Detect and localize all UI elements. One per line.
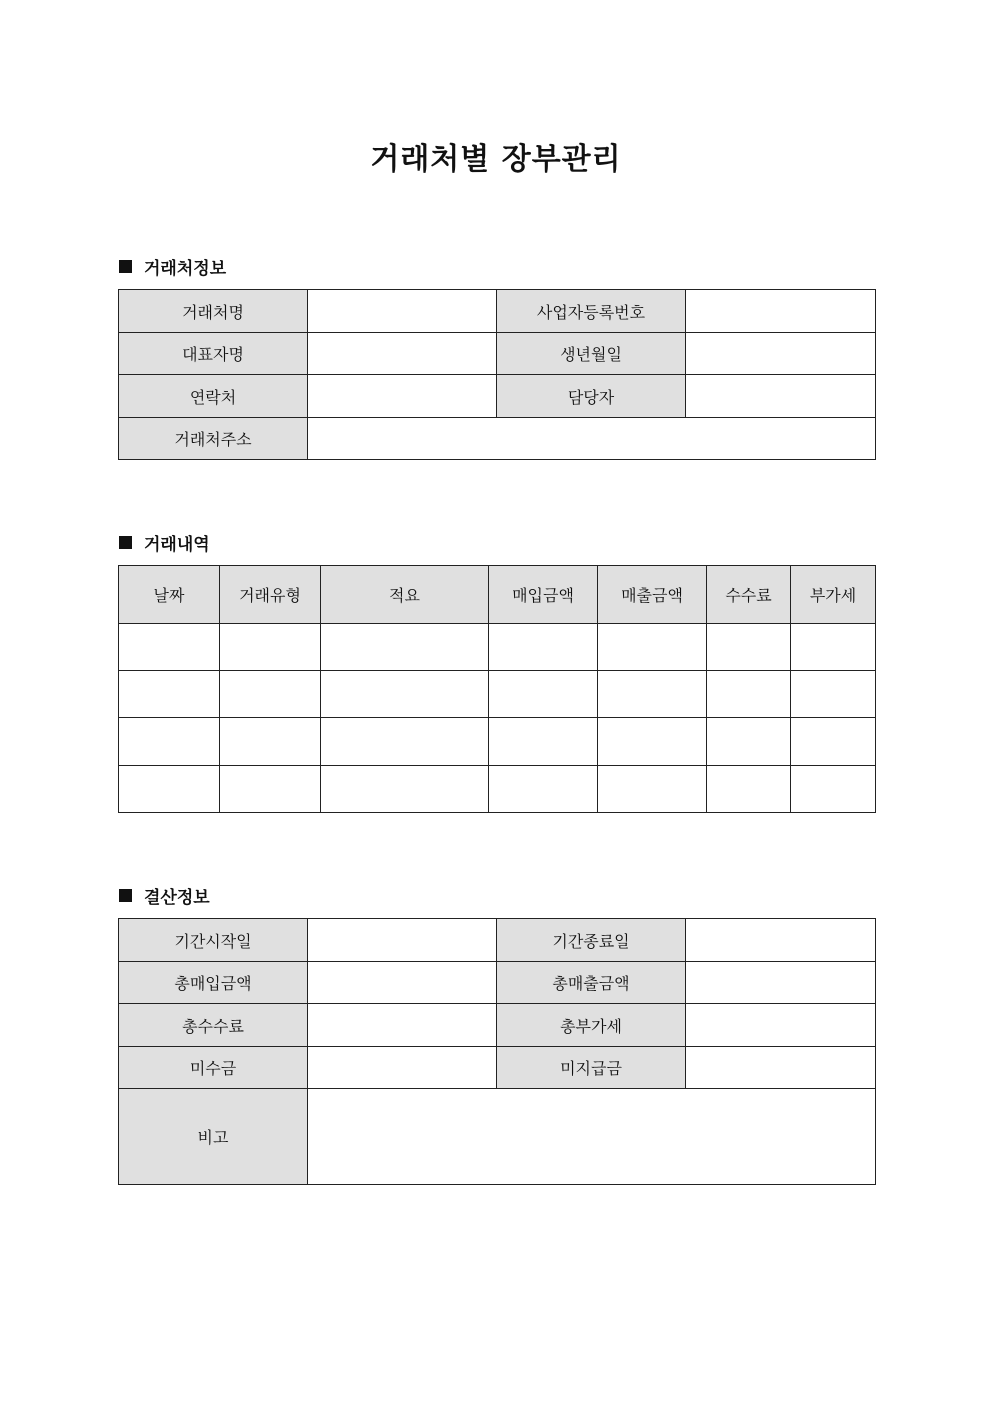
field-partner-address[interactable] <box>308 418 876 460</box>
label-contact: 연락처 <box>119 375 308 418</box>
cell-sales[interactable] <box>598 766 707 813</box>
column-header-date: 날짜 <box>119 566 220 624</box>
field-contact[interactable] <box>308 375 497 418</box>
table-row <box>119 333 876 375</box>
cell-vat[interactable] <box>791 766 876 813</box>
column-header-vat: 부가세 <box>791 566 876 624</box>
table-row <box>119 1089 876 1185</box>
field-period-end[interactable] <box>686 919 876 962</box>
field-total-sales[interactable] <box>686 962 876 1004</box>
cell-type[interactable] <box>220 624 321 671</box>
field-total-fee[interactable] <box>308 1004 497 1047</box>
cell-date[interactable] <box>119 624 220 671</box>
cell-vat[interactable] <box>791 718 876 766</box>
square-bullet-icon <box>119 889 132 902</box>
section-heading-text: 결산정보 <box>144 888 210 908</box>
cell-date[interactable] <box>119 671 220 718</box>
table-row <box>119 766 876 813</box>
label-payables: 미지급금 <box>497 1047 686 1089</box>
label-total-purchase: 총매입금액 <box>119 962 308 1004</box>
cell-summary[interactable] <box>321 718 489 766</box>
cell-sales[interactable] <box>598 718 707 766</box>
column-header-summary: 적요 <box>321 566 489 624</box>
settlement-table <box>118 918 876 1185</box>
cell-type[interactable] <box>220 766 321 813</box>
table-row <box>119 624 876 671</box>
page-title: 거래처별 장부관리 <box>370 142 622 177</box>
label-total-vat: 총부가세 <box>497 1004 686 1047</box>
field-manager[interactable] <box>686 375 876 418</box>
field-partner-name[interactable] <box>308 290 497 333</box>
label-business-number: 사업자등록번호 <box>497 290 686 333</box>
column-header-purchase: 매입금액 <box>489 566 598 624</box>
label-period-start: 기간시작일 <box>119 919 308 962</box>
label-total-sales: 총매출금액 <box>497 962 686 1004</box>
cell-summary[interactable] <box>321 766 489 813</box>
cell-fee[interactable] <box>707 671 791 718</box>
square-bullet-icon <box>119 536 132 549</box>
column-header-fee: 수수료 <box>707 566 791 624</box>
table-row <box>119 1047 876 1089</box>
table-row <box>119 375 876 418</box>
cell-type[interactable] <box>220 671 321 718</box>
partner-info-table <box>118 289 876 460</box>
field-total-vat[interactable] <box>686 1004 876 1047</box>
field-birthdate[interactable] <box>686 333 876 375</box>
cell-vat[interactable] <box>791 671 876 718</box>
label-representative: 대표자명 <box>119 333 308 375</box>
column-header-type: 거래유형 <box>220 566 321 624</box>
cell-fee[interactable] <box>707 766 791 813</box>
section-heading-settlement <box>119 883 210 908</box>
field-remarks[interactable] <box>308 1089 876 1185</box>
section-heading-transactions <box>119 530 210 555</box>
cell-sales[interactable] <box>598 671 707 718</box>
table-row <box>119 418 876 460</box>
field-period-start[interactable] <box>308 919 497 962</box>
cell-purchase[interactable] <box>489 624 598 671</box>
section-heading-partner-info <box>119 254 226 279</box>
cell-date[interactable] <box>119 718 220 766</box>
column-header-sales: 매출금액 <box>598 566 707 624</box>
cell-purchase[interactable] <box>489 718 598 766</box>
table-row <box>119 671 876 718</box>
table-row <box>119 962 876 1004</box>
label-period-end: 기간종료일 <box>497 919 686 962</box>
square-bullet-icon <box>119 260 132 273</box>
label-remarks: 비고 <box>119 1089 308 1185</box>
field-receivables[interactable] <box>308 1047 497 1089</box>
table-row <box>119 718 876 766</box>
table-header-row <box>119 566 876 624</box>
label-partner-name: 거래처명 <box>119 290 308 333</box>
field-payables[interactable] <box>686 1047 876 1089</box>
cell-type[interactable] <box>220 718 321 766</box>
label-total-fee: 총수수료 <box>119 1004 308 1047</box>
cell-fee[interactable] <box>707 624 791 671</box>
label-receivables: 미수금 <box>119 1047 308 1089</box>
field-total-purchase[interactable] <box>308 962 497 1004</box>
label-partner-address: 거래처주소 <box>119 418 308 460</box>
field-representative[interactable] <box>308 333 497 375</box>
table-row <box>119 290 876 333</box>
cell-vat[interactable] <box>791 624 876 671</box>
cell-summary[interactable] <box>321 671 489 718</box>
cell-purchase[interactable] <box>489 766 598 813</box>
cell-date[interactable] <box>119 766 220 813</box>
table-row <box>119 1004 876 1047</box>
section-heading-text: 거래내역 <box>144 535 210 555</box>
cell-sales[interactable] <box>598 624 707 671</box>
field-business-number[interactable] <box>686 290 876 333</box>
label-manager: 담당자 <box>497 375 686 418</box>
transactions-table <box>118 565 876 813</box>
table-row <box>119 919 876 962</box>
cell-purchase[interactable] <box>489 671 598 718</box>
cell-fee[interactable] <box>707 718 791 766</box>
section-heading-text: 거래처정보 <box>144 259 227 279</box>
cell-summary[interactable] <box>321 624 489 671</box>
label-birthdate: 생년월일 <box>497 333 686 375</box>
